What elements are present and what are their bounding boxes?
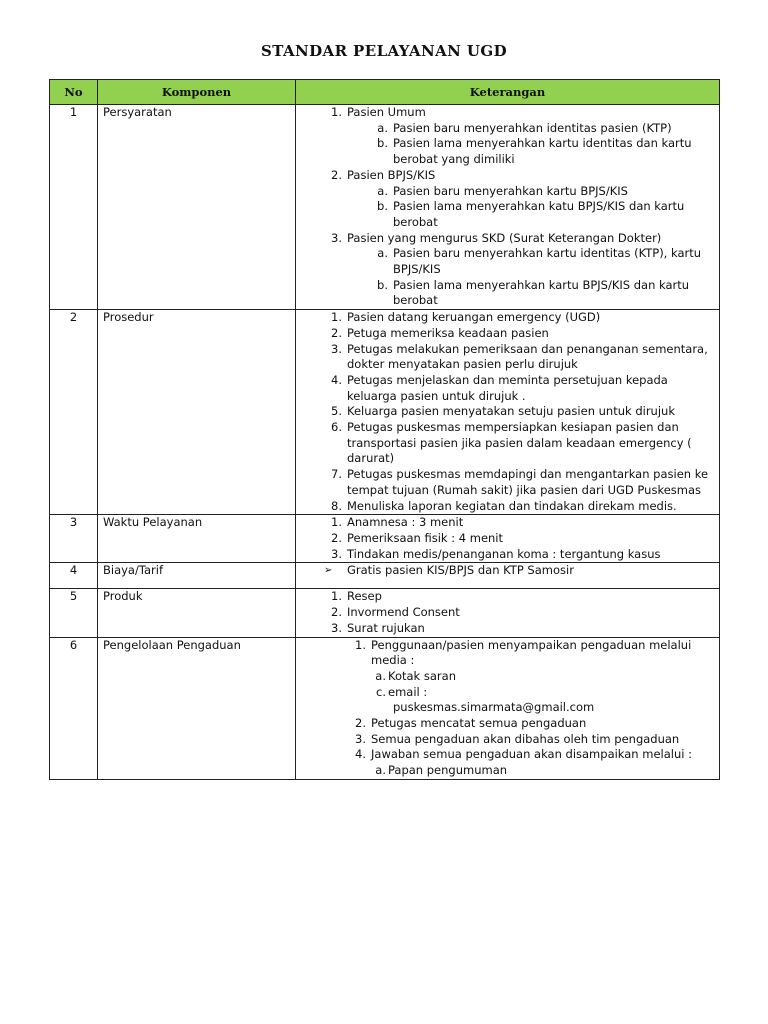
list-item: [296, 168, 713, 184]
list-text: puskesmas.simarmata@gmail.com: [393, 700, 595, 715]
table-row: [50, 637, 720, 779]
list-item: [296, 515, 713, 531]
list-text: Tindakan medis/penanganan koma : tergantung kasus: [347, 546, 661, 561]
list-marker: b.: [377, 199, 388, 214]
list-item: [296, 747, 713, 763]
list-subitem: [296, 669, 713, 685]
list-text: Keluarga pasien menyatakan setuju pasien untuk dirujuk: [347, 404, 675, 419]
list-marker: 1.: [331, 589, 342, 604]
list-marker: 2.: [331, 605, 342, 620]
list-marker: 2.: [355, 716, 366, 731]
list-marker: 1.: [331, 310, 342, 325]
row-number: 1: [50, 105, 98, 310]
list-text: Menuliska laporan kegiatan dan tindakan direkam medis.: [347, 498, 677, 513]
list-text: Pasien Umum: [347, 105, 426, 119]
row-keterangan: [296, 310, 720, 515]
list-text: Gratis pasien KIS/BPJS dan KTP Samosir: [347, 563, 574, 578]
list-text: Petugas menjelaskan dan meminta persetujuan kepada keluarga pasien untuk dirujuk .: [347, 372, 668, 403]
list-subitem: [296, 685, 713, 701]
service-standard-table: [49, 79, 720, 780]
list-text: Pasien baru menyerahkan kartu BPJS/KIS: [393, 183, 628, 198]
list-subitem: [296, 136, 713, 167]
list-subitem: [296, 246, 713, 277]
table-header-row: [50, 80, 720, 105]
list-item: [296, 310, 713, 326]
list-text: Petugas mencatat semua pengaduan: [371, 716, 587, 731]
list-marker: 7.: [331, 467, 342, 482]
list-marker: 3.: [355, 731, 366, 746]
list-marker: b.: [377, 277, 388, 292]
list-text: Pasien datang keruangan emergency (UGD): [347, 310, 601, 325]
list-marker: 3.: [331, 546, 342, 561]
list-text: Papan pengumuman: [388, 763, 508, 778]
row-komponen: Pengelolaan Pengaduan: [98, 637, 296, 779]
list-marker: a.: [377, 120, 388, 135]
row-komponen: Prosedur: [98, 310, 296, 515]
list-marker: 1.: [355, 637, 366, 652]
list-marker: a.: [377, 183, 388, 198]
table-row: [50, 310, 720, 515]
list-marker: 1.: [331, 515, 342, 530]
list-marker: 6.: [331, 420, 342, 435]
list-text: Anamnesa : 3 menit: [347, 515, 464, 530]
list-text: Pasien lama menyerahkan kartu BPJS/KIS dan kartu berobat: [393, 277, 690, 308]
row-komponen: Biaya/Tarif: [98, 563, 296, 589]
list-subitem: [296, 763, 713, 779]
list-item: [296, 638, 713, 669]
list-marker: 2.: [331, 167, 342, 182]
list-marker: 3.: [331, 620, 342, 635]
list-marker: 4.: [331, 372, 342, 387]
list-marker: 4.: [355, 747, 366, 762]
row-keterangan: [296, 589, 720, 637]
list-marker: a.: [377, 246, 388, 261]
list-marker: a.: [375, 763, 386, 778]
row-number: 5: [50, 589, 98, 637]
table-row: [50, 515, 720, 563]
list-marker: a.: [375, 668, 386, 683]
list-marker: 2.: [331, 530, 342, 545]
list-item: [296, 467, 713, 498]
list-marker: b.: [377, 136, 388, 151]
list-text: Pasien lama menyerahkan katu BPJS/KIS dan kartu berobat: [393, 199, 685, 229]
header-keterangan: Keterangan: [296, 80, 720, 105]
list-text: Pasien baru menyerahkan kartu identitas (KTP), kartu BPJS/KIS: [393, 246, 702, 277]
list-text: Pasien baru menyerahkan identitas pasien (KTP): [393, 120, 672, 135]
list-text: Pasien BPJS/KIS: [347, 167, 436, 182]
list-item: [296, 589, 713, 605]
list-item: [296, 563, 713, 579]
list-text: Petuga memeriksa keadaan pasien: [347, 325, 549, 340]
list-item: [296, 716, 713, 732]
list-item: [296, 105, 713, 121]
list-subitem: [296, 184, 713, 200]
list-text: Petugas melakukan pemeriksaan dan penanganan sementara, dokter menyatakan pasien perlu dirujuk: [347, 341, 708, 372]
list-item: [296, 499, 713, 515]
list-text: Resep: [347, 589, 382, 604]
list-item: [296, 547, 713, 563]
list-item: [296, 732, 713, 748]
header-komponen: Komponen: [98, 80, 296, 105]
list-subitem: [296, 121, 713, 137]
list-text: Jawaban semua pengaduan akan disampaikan melalui :: [371, 747, 692, 762]
list-marker: c.: [376, 684, 386, 699]
list-item: [296, 605, 713, 621]
list-item: [296, 326, 713, 342]
table-row: [50, 563, 720, 589]
email-address: [296, 700, 713, 716]
row-keterangan: [296, 105, 720, 310]
row-keterangan: [296, 637, 720, 779]
list-text: Penggunaan/pasien menyampaikan pengaduan melalui media :: [371, 637, 692, 668]
arrow-bullet-icon: ➢: [324, 565, 333, 577]
row-number: 4: [50, 563, 98, 589]
list-item: [296, 404, 713, 420]
list-item: [296, 420, 713, 467]
list-text: Pasien lama menyerahkan kartu identitas dan kartu berobat yang dimiliki: [393, 136, 692, 167]
list-item: [296, 373, 713, 404]
list-marker: 2.: [331, 325, 342, 340]
list-marker: 3.: [331, 341, 342, 356]
list-text: Pasien yang mengurus SKD (Surat Keterangan Dokter): [347, 230, 662, 245]
list-text: Petugas puskesmas memdapingi dan mengantarkan pasien ke tempat tujuan (Rumah sakit) jika pasien dari UGD Puskesmas: [347, 467, 709, 497]
list-text: Pemeriksaan fisik : 4 menit: [347, 530, 504, 545]
list-text: Petugas puskesmas mempersiapkan kesiapan pasien dan transportasi pasien jika pasien dalam keadaan emergency ( darurat): [347, 420, 692, 466]
list-marker: 5.: [331, 404, 342, 419]
list-text: Invormend Consent: [347, 605, 460, 620]
list-marker: 1.: [331, 105, 342, 119]
list-text: Kotak saran: [388, 668, 456, 683]
table-row: [50, 105, 720, 310]
list-text: Semua pengaduan akan dibahas oleh tim pengaduan: [371, 731, 680, 746]
list-item: [296, 231, 713, 247]
table-row: [50, 589, 720, 637]
list-marker: 3.: [331, 230, 342, 245]
row-komponen: Persyaratan: [98, 105, 296, 310]
row-keterangan: [296, 515, 720, 563]
row-komponen: Produk: [98, 589, 296, 637]
list-subitem: [296, 278, 713, 309]
header-no: No: [50, 80, 98, 105]
row-number: 6: [50, 637, 98, 779]
list-text: email :: [388, 684, 428, 699]
page-title: STANDAR PELAYANAN UGD: [261, 42, 507, 60]
list-item: [296, 531, 713, 547]
row-number: 2: [50, 310, 98, 515]
list-subitem: [296, 199, 713, 230]
list-item: [296, 621, 713, 637]
list-text: Surat rujukan: [347, 620, 425, 635]
row-komponen: Waktu Pelayanan: [98, 515, 296, 563]
row-keterangan: [296, 563, 720, 589]
list-marker: 8.: [331, 498, 342, 513]
row-number: 3: [50, 515, 98, 563]
list-item: [296, 342, 713, 373]
